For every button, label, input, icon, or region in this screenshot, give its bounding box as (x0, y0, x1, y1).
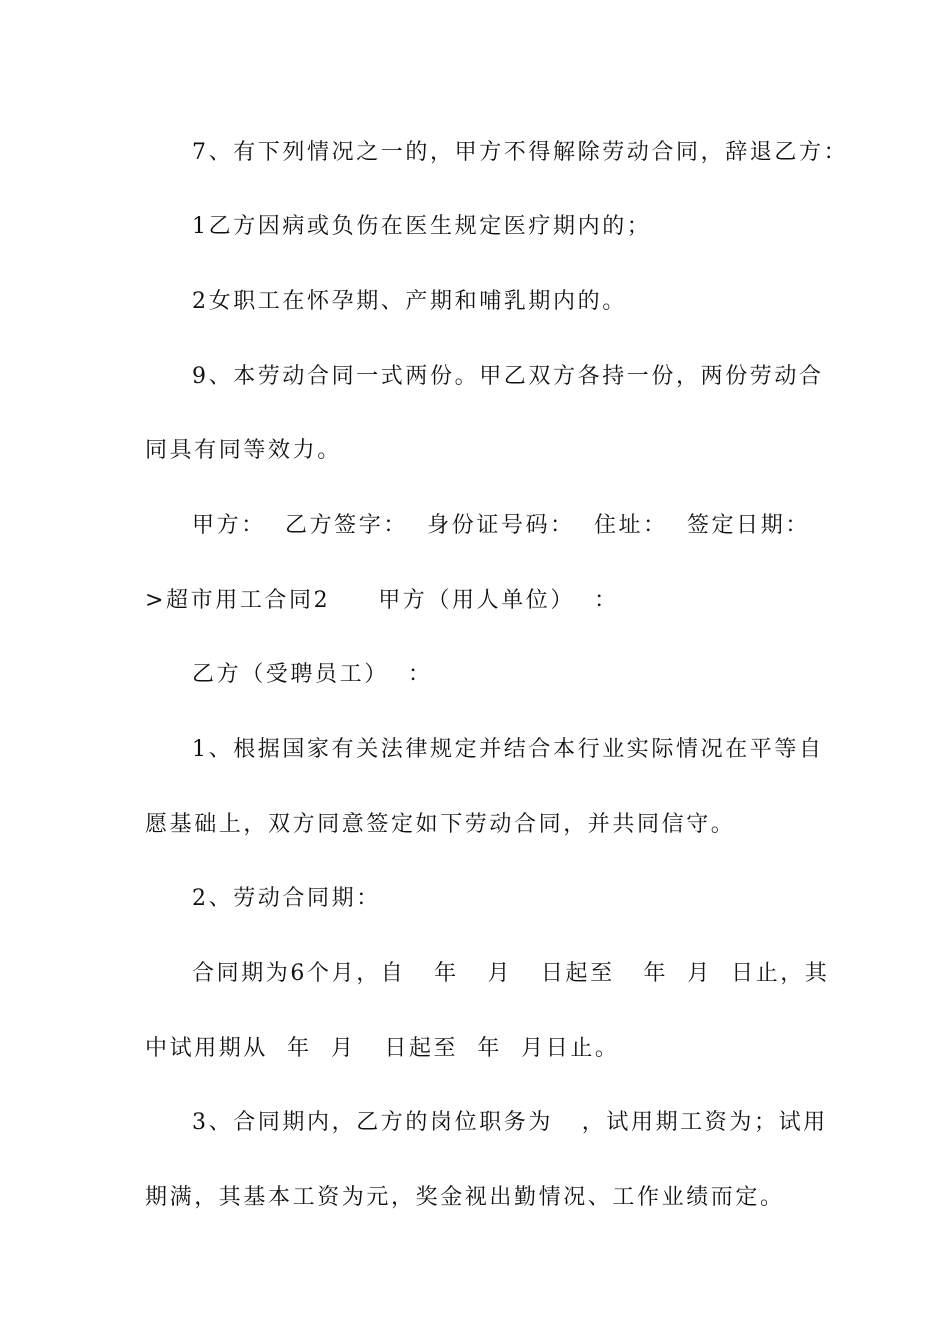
clause-9-line-2: 同具有同等效力。 (145, 438, 342, 463)
clause-1-line-1: 1、根据国家有关法律规定并结合本行业实际情况在平等自 (192, 737, 824, 762)
contract-2-title: >超市用工合同2 甲方（用人单位） ： (145, 588, 619, 613)
clause-1-line-2: 愿基础上，双方同意签定如下劳动合同，并共同信守。 (145, 812, 736, 837)
clause-7-heading: 7、有下列情况之一的，甲方不得解除劳动合同，辞退乙方： (192, 140, 849, 165)
contract-term-line-1: 合同期为6个月，自 年 月 日起至 年 月 日止，其 (192, 961, 830, 986)
clause-7-item-2: 2女职工在怀孕期、产期和哺乳期内的。 (192, 289, 627, 314)
clause-9-line-1: 9、本劳动合同一式两份。甲乙双方各持一份，两份劳动合 (192, 364, 824, 389)
signature-fields: 甲方： 乙方签字： 身份证号码： 住址： 签定日期： (192, 513, 810, 538)
contract-term-line-2: 中试用期从 年 月 日起至 年 月日止。 (145, 1036, 620, 1061)
clause-7-item-1: 1乙方因病或负伤在医生规定医疗期内的； (192, 214, 652, 239)
clause-3-line-1: 3、合同期内，乙方的岗位职务为 ，试用期工资为；试用 (192, 1110, 828, 1135)
party-b-label: 乙方（受聘员工） ： (192, 662, 433, 687)
clause-3-line-2: 期满，其基本工资为元，奖金视出勤情况、工作业绩而定。 (145, 1185, 785, 1210)
clause-2-heading: 2、劳动合同期： (192, 886, 381, 911)
